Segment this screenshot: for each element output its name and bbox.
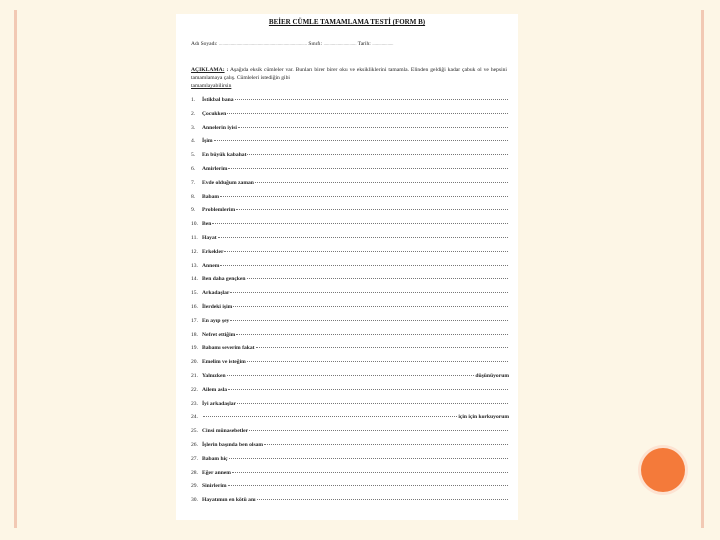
item-number: 28. [191, 469, 198, 476]
date-field[interactable]: .................. [372, 41, 394, 47]
item-number: 25. [191, 428, 198, 435]
test-form-page [176, 14, 518, 520]
answer-blank[interactable] [220, 265, 508, 266]
answer-blank[interactable] [218, 237, 508, 238]
item-stem: İşim [202, 138, 213, 145]
sentence-item [191, 180, 509, 194]
item-stem: İyi arkadaşlar [202, 400, 237, 407]
item-stem: Arkadaşlar [202, 290, 230, 297]
item-number: 27. [191, 455, 198, 462]
student-info-row [191, 41, 393, 47]
answer-blank[interactable] [212, 223, 508, 224]
item-number: 14. [191, 276, 198, 283]
sentence-item [191, 345, 509, 359]
item-stem: Babamı severim fakat [202, 345, 255, 352]
item-stem: Sinirlerim [202, 483, 227, 490]
item-stem: Eğer annem [202, 469, 231, 476]
item-stem: Annelerin iyisi [202, 124, 237, 131]
answer-blank[interactable] [229, 458, 508, 459]
answer-blank[interactable] [227, 113, 508, 114]
item-number: 5. [191, 152, 196, 159]
item-stem: Amirlerim [202, 165, 228, 172]
answer-blank[interactable] [224, 251, 508, 252]
answer-blank[interactable] [227, 375, 475, 376]
item-stem: Erkekler [202, 248, 224, 255]
item-number: 7. [191, 179, 196, 186]
item-number: 18. [191, 331, 198, 338]
item-number: 15. [191, 290, 198, 297]
decorative-circle [641, 448, 685, 492]
sentence-item [191, 249, 509, 263]
item-stem: Yalnızken [202, 372, 226, 379]
sentence-item [191, 97, 509, 111]
sentence-item [191, 235, 509, 249]
answer-blank[interactable] [220, 196, 508, 197]
item-number: 29. [191, 483, 198, 490]
item-number: 6. [191, 165, 196, 172]
sentence-item [191, 276, 509, 290]
class-label: Sınıfı: [308, 41, 323, 47]
sentence-item [191, 152, 509, 166]
item-stem: Hayatımın en kötü anı [202, 497, 256, 504]
sentence-item [191, 194, 509, 208]
item-stem: Emelim ve isteğim [202, 359, 246, 366]
answer-blank[interactable] [255, 182, 508, 183]
item-number: 12. [191, 248, 198, 255]
item-number: 1. [191, 97, 196, 103]
answer-blank[interactable] [264, 444, 508, 445]
answer-blank[interactable] [256, 347, 508, 348]
description-tail: tamamlayabilirsin [191, 83, 232, 89]
item-stem: Babam [202, 193, 220, 200]
item-stem: En ayıp şey [202, 317, 230, 324]
description-label: AÇIKLAMA: [191, 67, 225, 73]
item-stem: İşlerin başında ben olsam [202, 441, 264, 448]
item-number: 9. [191, 207, 196, 214]
item-number: 2. [191, 110, 196, 117]
answer-blank[interactable] [230, 292, 508, 293]
item-stem: Ben daha gençken [202, 276, 246, 283]
item-number: 16. [191, 303, 198, 310]
description: AÇIKLAMA: : Aşağıda eksik cümleler var. Bunları birer birer oku ve eksikliklerini tamamla. Elinden geldiği kadar çabuk ol ve hepsini tamamlamaya çalış. Cümleleri istediğin gibi tamamlayabilirsin [191, 67, 507, 89]
answer-blank[interactable] [247, 154, 508, 155]
item-number: 23. [191, 400, 198, 407]
sentence-item [191, 207, 509, 221]
sentence-item [191, 483, 509, 497]
item-stem: İlerdeki işim [202, 303, 233, 310]
answer-blank[interactable] [230, 320, 508, 321]
answer-blank[interactable] [247, 278, 508, 279]
name-label: Adı Soyadı: [191, 41, 218, 47]
answer-blank[interactable] [228, 485, 508, 486]
sentence-item [191, 428, 509, 442]
item-stem: Annem [202, 262, 220, 269]
item-number: 21. [191, 372, 198, 379]
date-label: Tarih: [357, 41, 371, 47]
sentence-item [191, 138, 509, 152]
sentence-list [191, 97, 509, 511]
item-number: 13. [191, 262, 198, 269]
item-stem: Hayat [202, 234, 217, 241]
answer-blank[interactable] [228, 168, 508, 169]
item-stem: Cinsi münasebetler [202, 428, 249, 435]
answer-blank[interactable] [237, 403, 508, 404]
item-number: 3. [191, 124, 196, 131]
answer-blank[interactable] [228, 389, 508, 390]
sentence-item [191, 221, 509, 235]
item-number: 24. [191, 414, 198, 421]
answer-blank[interactable] [214, 140, 508, 141]
item-stem: İstikbal bana [202, 97, 234, 103]
sentence-item [191, 359, 509, 373]
sentence-item [191, 304, 509, 318]
item-stem: Ailem asla [202, 386, 228, 393]
item-number: 11. [191, 234, 198, 241]
answer-blank[interactable] [235, 99, 508, 100]
item-stem: Problemlerim [202, 207, 236, 214]
sentence-item [191, 470, 509, 484]
item-number: 4. [191, 138, 196, 145]
item-ending: için için korkuyorum [458, 414, 509, 421]
sentence-item [191, 442, 509, 456]
answer-blank[interactable] [238, 127, 508, 128]
sentence-item [191, 456, 509, 470]
description-text: Aşağıda eksik cümleler var. Bunları birer birer oku ve eksikliklerini tamamla. Elinden geldiği kadar çabuk ol ve hepsini tamamlamaya çalış. Cümleleri istediğin gibi [191, 67, 507, 81]
answer-blank[interactable] [247, 361, 508, 362]
item-ending: düşünüyorum [475, 372, 509, 379]
sentence-item [191, 290, 509, 304]
answer-blank[interactable] [203, 416, 457, 417]
sentence-item [191, 414, 509, 428]
sentence-item [191, 401, 509, 415]
name-field[interactable]: ........................................................................... [218, 41, 307, 47]
answer-blank[interactable] [233, 306, 508, 307]
item-stem: Ben [202, 221, 212, 228]
sentence-item [191, 332, 509, 346]
answer-blank[interactable] [232, 472, 508, 473]
sentence-item [191, 318, 509, 332]
item-number: 8. [191, 193, 196, 200]
item-number: 20. [191, 359, 198, 366]
sentence-item [191, 387, 509, 401]
answer-blank[interactable] [236, 209, 508, 210]
item-stem: Babam hiç [202, 455, 228, 462]
item-stem: Evde olduğum zaman [202, 179, 254, 186]
sentence-item [191, 373, 509, 387]
sentence-item [191, 166, 509, 180]
item-number: 10. [191, 221, 198, 228]
item-number: 17. [191, 317, 198, 324]
item-stem: En büyük kabahat [202, 152, 247, 159]
answer-blank[interactable] [249, 430, 508, 431]
form-title: BEİER CÜMLE TAMAMLAMA TESTİ (FORM B) [268, 18, 426, 26]
sentence-item [191, 497, 509, 511]
sentence-item [191, 263, 509, 277]
item-number: 19. [191, 345, 198, 352]
item-number: 26. [191, 441, 198, 448]
sentence-item [191, 111, 509, 125]
sentence-item [191, 125, 509, 139]
answer-blank[interactable] [257, 499, 508, 500]
item-number: 30. [191, 497, 198, 504]
item-stem: Nefret ettiğim [202, 331, 236, 338]
answer-blank[interactable] [236, 334, 508, 335]
class-field[interactable]: ............................ [323, 41, 357, 47]
item-number: 22. [191, 386, 198, 393]
item-stem: Çocukken [202, 110, 227, 117]
